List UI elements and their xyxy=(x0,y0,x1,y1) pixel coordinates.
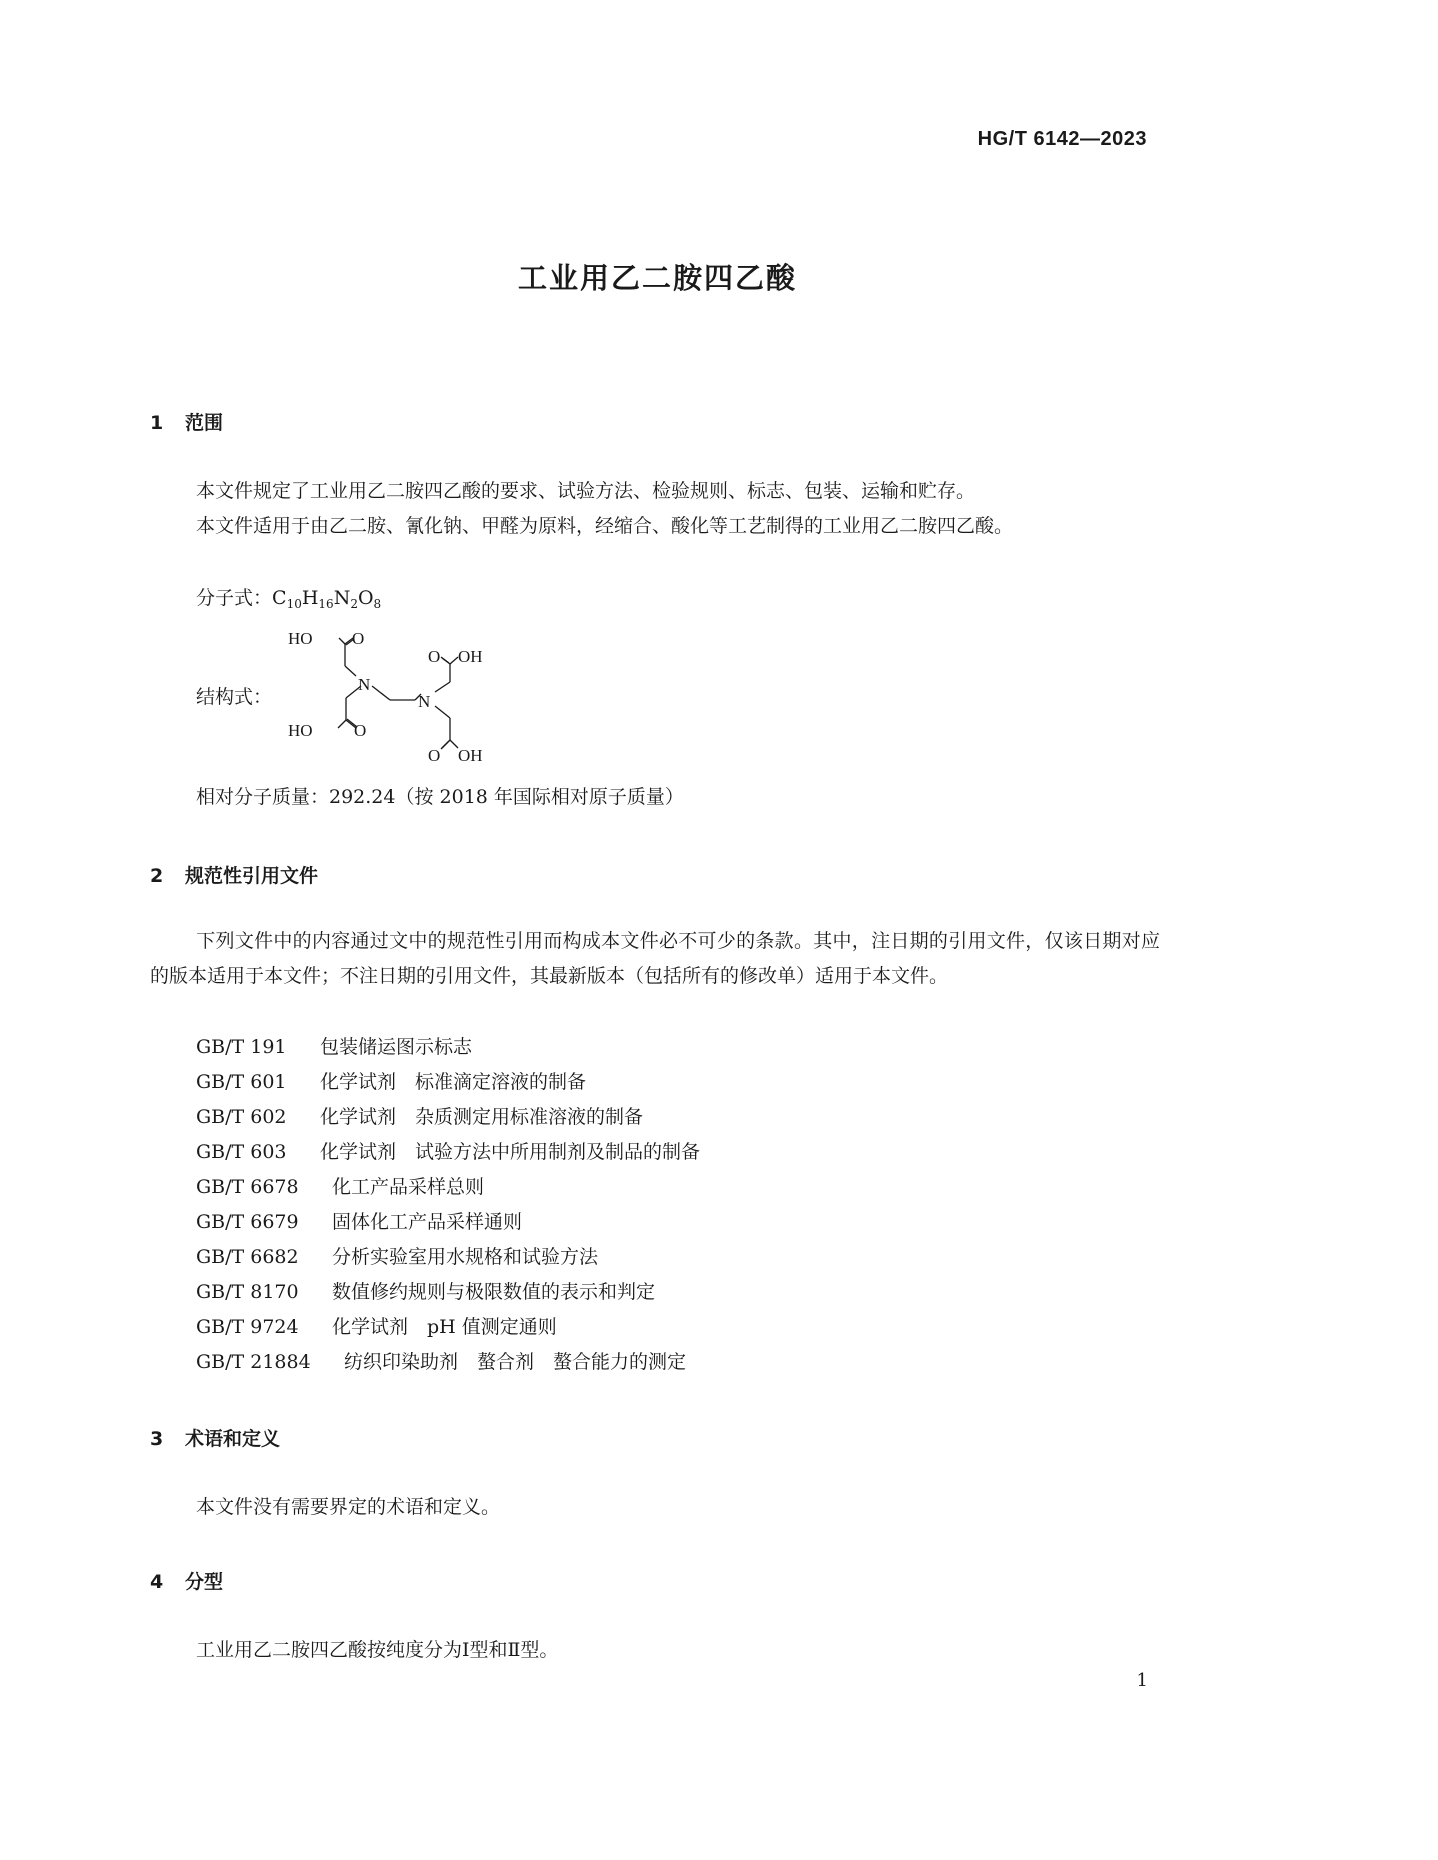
scope-text-2: 本文件适用于由乙二胺、氰化钠、甲醛为原料，经缩合、酸化等工艺制得的工业用乙二胺四乙酸。 xyxy=(196,515,1014,537)
reference-code: GB/T 6682 xyxy=(196,1246,299,1268)
relative-molecular-mass: 相对分子质量：292.24（按 2018 年国际相对原子质量） xyxy=(196,786,684,808)
formula-o: O xyxy=(357,587,374,609)
structure-atom-oh-top: OH xyxy=(458,647,483,666)
reference-item xyxy=(196,1275,655,1310)
reference-title: 数值修约规则与极限数值的表示和判定 xyxy=(332,1281,656,1303)
formula-h: H xyxy=(301,587,319,609)
reference-code: GB/T 601 xyxy=(196,1071,287,1093)
section-number: 4 xyxy=(150,1571,164,1593)
reference-code: GB/T 602 xyxy=(196,1106,287,1128)
structure-atom-o-right-top: O xyxy=(428,647,441,666)
reference-item xyxy=(196,1065,586,1100)
structure-atom-o-top: O xyxy=(352,629,365,648)
formula-h-count: 16 xyxy=(318,597,334,611)
reference-title: 化学试剂 pH 值测定通则 xyxy=(332,1316,557,1338)
reference-item xyxy=(196,1205,522,1240)
formula-c-count: 10 xyxy=(286,597,302,611)
section-title: 分型 xyxy=(185,1571,224,1593)
section-number: 2 xyxy=(150,865,164,887)
section-title: 术语和定义 xyxy=(185,1428,281,1450)
reference-title: 化工产品采样总则 xyxy=(332,1176,485,1198)
section-heading-types xyxy=(150,1567,223,1594)
reference-title: 纺织印染助剂 螯合剂 螯合能力的测定 xyxy=(344,1351,687,1373)
formula-o-count: 8 xyxy=(373,597,382,611)
reference-title: 化学试剂 试验方法中所用制剂及制品的制备 xyxy=(320,1141,701,1163)
reference-item xyxy=(196,1135,700,1170)
structure-atom-o-right-bottom: O xyxy=(428,746,441,765)
reference-item xyxy=(196,1170,484,1205)
reference-code: GB/T 9724 xyxy=(196,1316,299,1338)
section-heading-normative xyxy=(150,861,318,888)
reference-title: 化学试剂 杂质测定用标准溶液的制备 xyxy=(320,1106,644,1128)
structure-atom-o-bottom: O xyxy=(354,721,367,740)
reference-title: 包装储运图示标志 xyxy=(320,1036,473,1058)
reference-title: 固体化工产品采样通则 xyxy=(332,1211,523,1233)
formula-label: 分子式： xyxy=(196,587,273,609)
reference-code: GB/T 21884 xyxy=(196,1351,311,1373)
reference-code: GB/T 6679 xyxy=(196,1211,299,1233)
types-text: 工业用乙二胺四乙酸按纯度分为Ⅰ型和Ⅱ型。 xyxy=(196,1639,559,1661)
structure-label: 结构式： xyxy=(196,686,273,708)
reference-code: GB/T 6678 xyxy=(196,1176,299,1198)
scope-text-1: 本文件规定了工业用乙二胺四乙酸的要求、试验方法、检验规则、标志、包装、运输和贮存。 xyxy=(196,480,976,502)
reference-code: GB/T 603 xyxy=(196,1141,287,1163)
normative-intro-text: 下列文件中的内容通过文中的规范性引用而构成本文件必不可少的条款。其中，注日期的引用文件，仅该日期对应的版本适用于本文件；不注日期的引用文件，其最新版本（包括所有的修改单）适用于本文件。 xyxy=(150,930,1160,987)
reference-code: GB/T 8170 xyxy=(196,1281,299,1303)
formula-n: N xyxy=(333,587,351,609)
reference-item xyxy=(196,1030,472,1065)
structure-atom-n-left: N xyxy=(358,675,371,694)
section-title: 范围 xyxy=(185,412,224,434)
structure-atom-n-right: N xyxy=(418,692,431,711)
page-number: 1 xyxy=(1136,1670,1148,1691)
molecular-formula xyxy=(196,581,381,622)
reference-item xyxy=(196,1310,557,1345)
document-title: 工业用乙二胺四乙酸 xyxy=(517,261,797,295)
section-title: 规范性引用文件 xyxy=(185,865,319,887)
structure-atom-ho-top: HO xyxy=(288,629,313,648)
reference-item xyxy=(196,1345,686,1380)
scope-paragraph-2 xyxy=(150,509,1160,544)
reference-item xyxy=(196,1100,643,1135)
normative-intro xyxy=(150,924,1160,994)
terms-paragraph xyxy=(150,1490,1160,1525)
section-heading-scope xyxy=(150,408,223,435)
formula-n-count: 2 xyxy=(350,597,358,611)
formula-c: C xyxy=(272,587,287,609)
section-heading-terms xyxy=(150,1424,280,1451)
section-number: 3 xyxy=(150,1428,164,1450)
reference-title: 化学试剂 标准滴定溶液的制备 xyxy=(320,1071,587,1093)
section-number: 1 xyxy=(150,412,164,434)
structure-atom-oh-bottom: OH xyxy=(458,746,483,765)
standard-code: HG/T 6142—2023 xyxy=(977,128,1147,150)
reference-code: GB/T 191 xyxy=(196,1036,287,1058)
structure-atom-ho-bottom: HO xyxy=(288,721,313,740)
reference-title: 分析实验室用水规格和试验方法 xyxy=(332,1246,599,1268)
terms-text: 本文件没有需要界定的术语和定义。 xyxy=(196,1496,501,1518)
reference-item xyxy=(196,1240,598,1275)
structural-formula xyxy=(280,628,520,778)
scope-paragraph-1 xyxy=(150,474,1160,509)
types-paragraph xyxy=(150,1633,1160,1668)
